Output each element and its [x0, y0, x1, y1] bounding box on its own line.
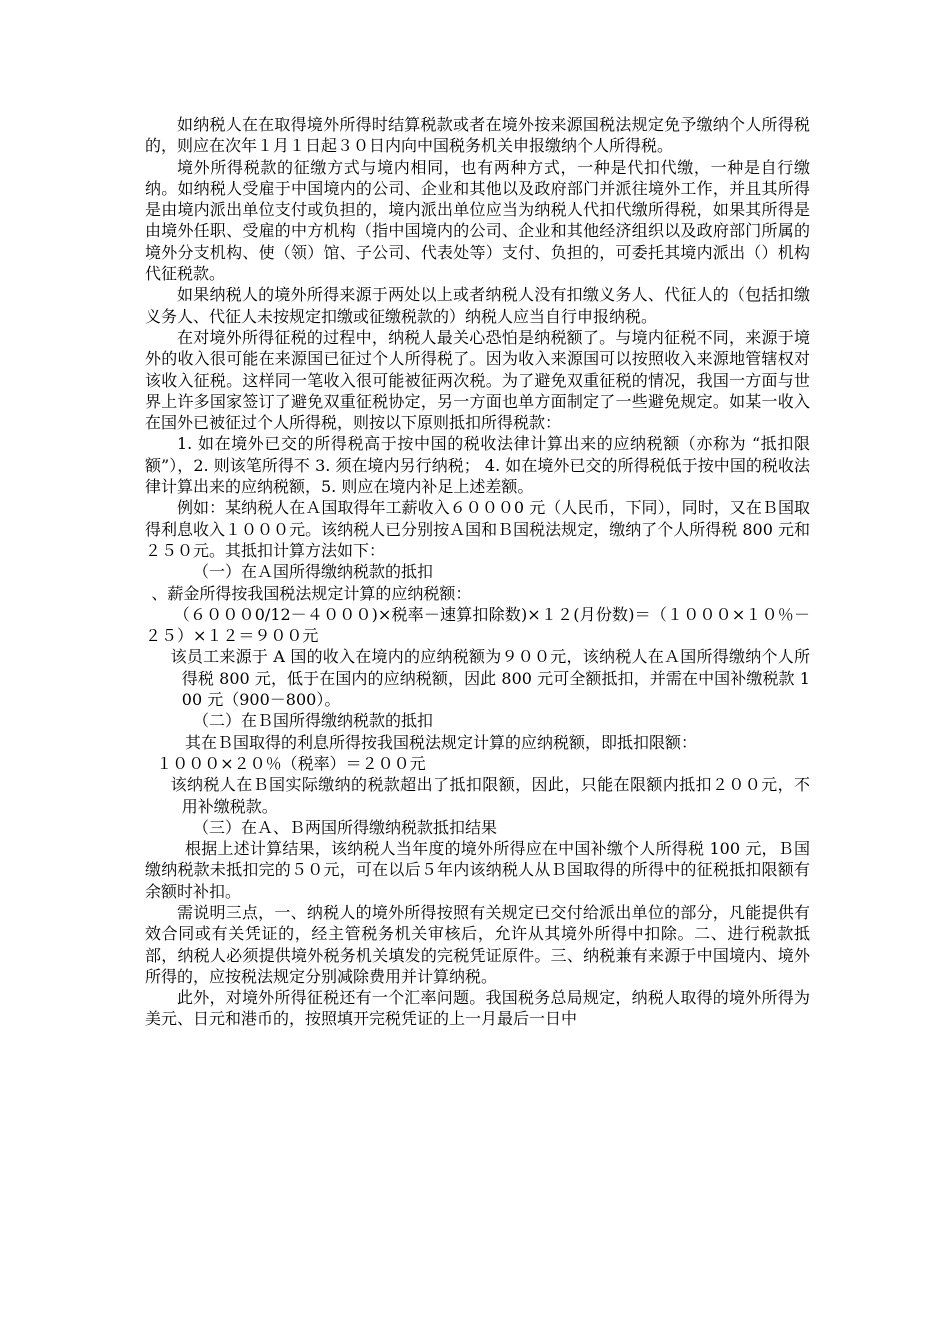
section-2-heading: （二）在Ｂ国所得缴纳税款的抵扣 [193, 711, 434, 731]
paragraph-5: 1. 如在境外已交的所得税高于按中国的税收法律计算出来的应纳税额（亦称为 “抵扣限额”），2. 则该笔所得不 3. 须在境内另行纳税； 4. 如在境外已交的所得税低于按中国的税收法律计算出来的应纳税额，5. 则应在境内补足上述差额。 [145, 434, 810, 497]
section-1-heading: （一）在Ａ国所得缴纳税款的抵扣 [193, 562, 434, 582]
paragraph-3: 如果纳税人的境外所得来源于两处以上或者纳税人没有扣缴义务人、代征人的（包括扣缴义务人、代征人未按规定扣缴或征缴税款的）纳税人应当自行申报纳税。 [145, 285, 810, 326]
closing-paragraph-1: 需说明三点，一、纳税人的境外所得按照有关规定已交付给派出单位的部分，凡能提供有效合同或有关凭证的，经主管税务机关审核后，允许从其境外所得中扣除。二、进行税款抵部，纳税人必须提供境外税务机关填发的完税凭证原件。三、纳税兼有来源于中国境内、境外所得的，应按税法规定分别减除费用并计算纳税。 [145, 902, 810, 986]
section-1-line: 、薪金所得按我国税法规定计算的应纳税额： [151, 583, 472, 603]
paragraph-4: 在对境外所得征税的过程中，纳税人最关心恐怕是纳税额了。与境内征税不同，来源于境外的收入很可能在来源国已征过个人所得税了。因为收入来源国可以按照收入来源地管辖权对该收入征税。这样同一笔收入很可能被征两次税。为了避免双重征税的情况，我国一方面与世界上许多国家签订了避免双重征税协定，另一方面也单方面制定了一些避免规定。如某一收入在国外已被征过个人所得税，则按以下原则抵扣所得税款： [145, 327, 810, 433]
paragraph-2: 境外所得税款的征缴方式与境内相同，也有两种方式，一种是代扣代缴，一种是自行缴纳。如纳税人受雇于中国境内的公司、企业和其他以及政府部门并派往境外工作，并且其所得是由境内派出单位支付或负担的，境内派出单位应当为纳税人代扣代缴所得税，如果其所得是由境外任职、受雇的中方机构（指中国境内的公司、企业和其他经济组织以及政府部门所属的境外分支机构、使（领）馆、子公司、代表处等）支付、负担的，可委托其境内派出（）机构代征税款。 [145, 157, 810, 284]
paragraph-6: 例如：某纳税人在Ａ国取得年工薪收入６０００0 元（人民币，下同），同时，又在Ｂ国取得利息收入１０００元。该纳税人已分别按Ａ国和Ｂ国税法规定，缴纳了个人所得税 800 元和２５０元。其抵扣计算方法如下： [145, 498, 810, 560]
paragraph-1: 如纳税人在在取得境外所得时结算税款或者在境外按来源国税法规定免予缴纳个人所得税的，则应在次年１月１日起３０日内向中国税务机关申报缴纳个人所得税。 [145, 115, 810, 156]
section-1-result: 该员工来源于 A 国的收入在境内的应纳税额为９００元，该纳税人在Ａ国所得缴纳个人所得税 800 元，低于在国内的应纳税额，因此 800 元可全额抵扣，并需在中国补缴税款 100 元（900－800）。 [170, 647, 810, 710]
section-3-heading: （三）在Ａ、Ｂ两国所得缴纳税款抵扣结果 [193, 817, 498, 837]
section-2-line: 其在Ｂ国取得的利息所得按我国税法规定计算的应纳税额，即抵扣限额： [185, 732, 698, 752]
document-body [145, 114, 810, 1030]
section-1-formula: （６０００0/12－４０００)×税率－速算扣除数)×１２(月份数)＝（１０００×１０％－２５）×１２＝９００元 [145, 604, 810, 646]
section-2-formula: １０００×２０％（税率）＝２００元 [156, 753, 426, 773]
section-2-result: 该纳税人在Ｂ国实际缴纳的税款超出了抵扣限额，因此，只能在限额内抵扣２００元，不用补缴税款。 [170, 775, 810, 816]
closing-paragraph-2: 此外，对境外所得征税还有一个汇率问题。我国税务总局规定，纳税人取得的境外所得为美元、日元和港币的，按照填开完税凭证的上一月最后一日中 [145, 988, 810, 1029]
section-3-result: 根据上述计算结果，该纳税人当年度的境外所得应在中国补缴个人所得税 100 元，Ｂ国缴纳税款未抵扣完的５０元，可在以后５年内该纳税人从Ｂ国取得的所得中的征税抵扣限额有余额时补扣。 [145, 839, 810, 901]
